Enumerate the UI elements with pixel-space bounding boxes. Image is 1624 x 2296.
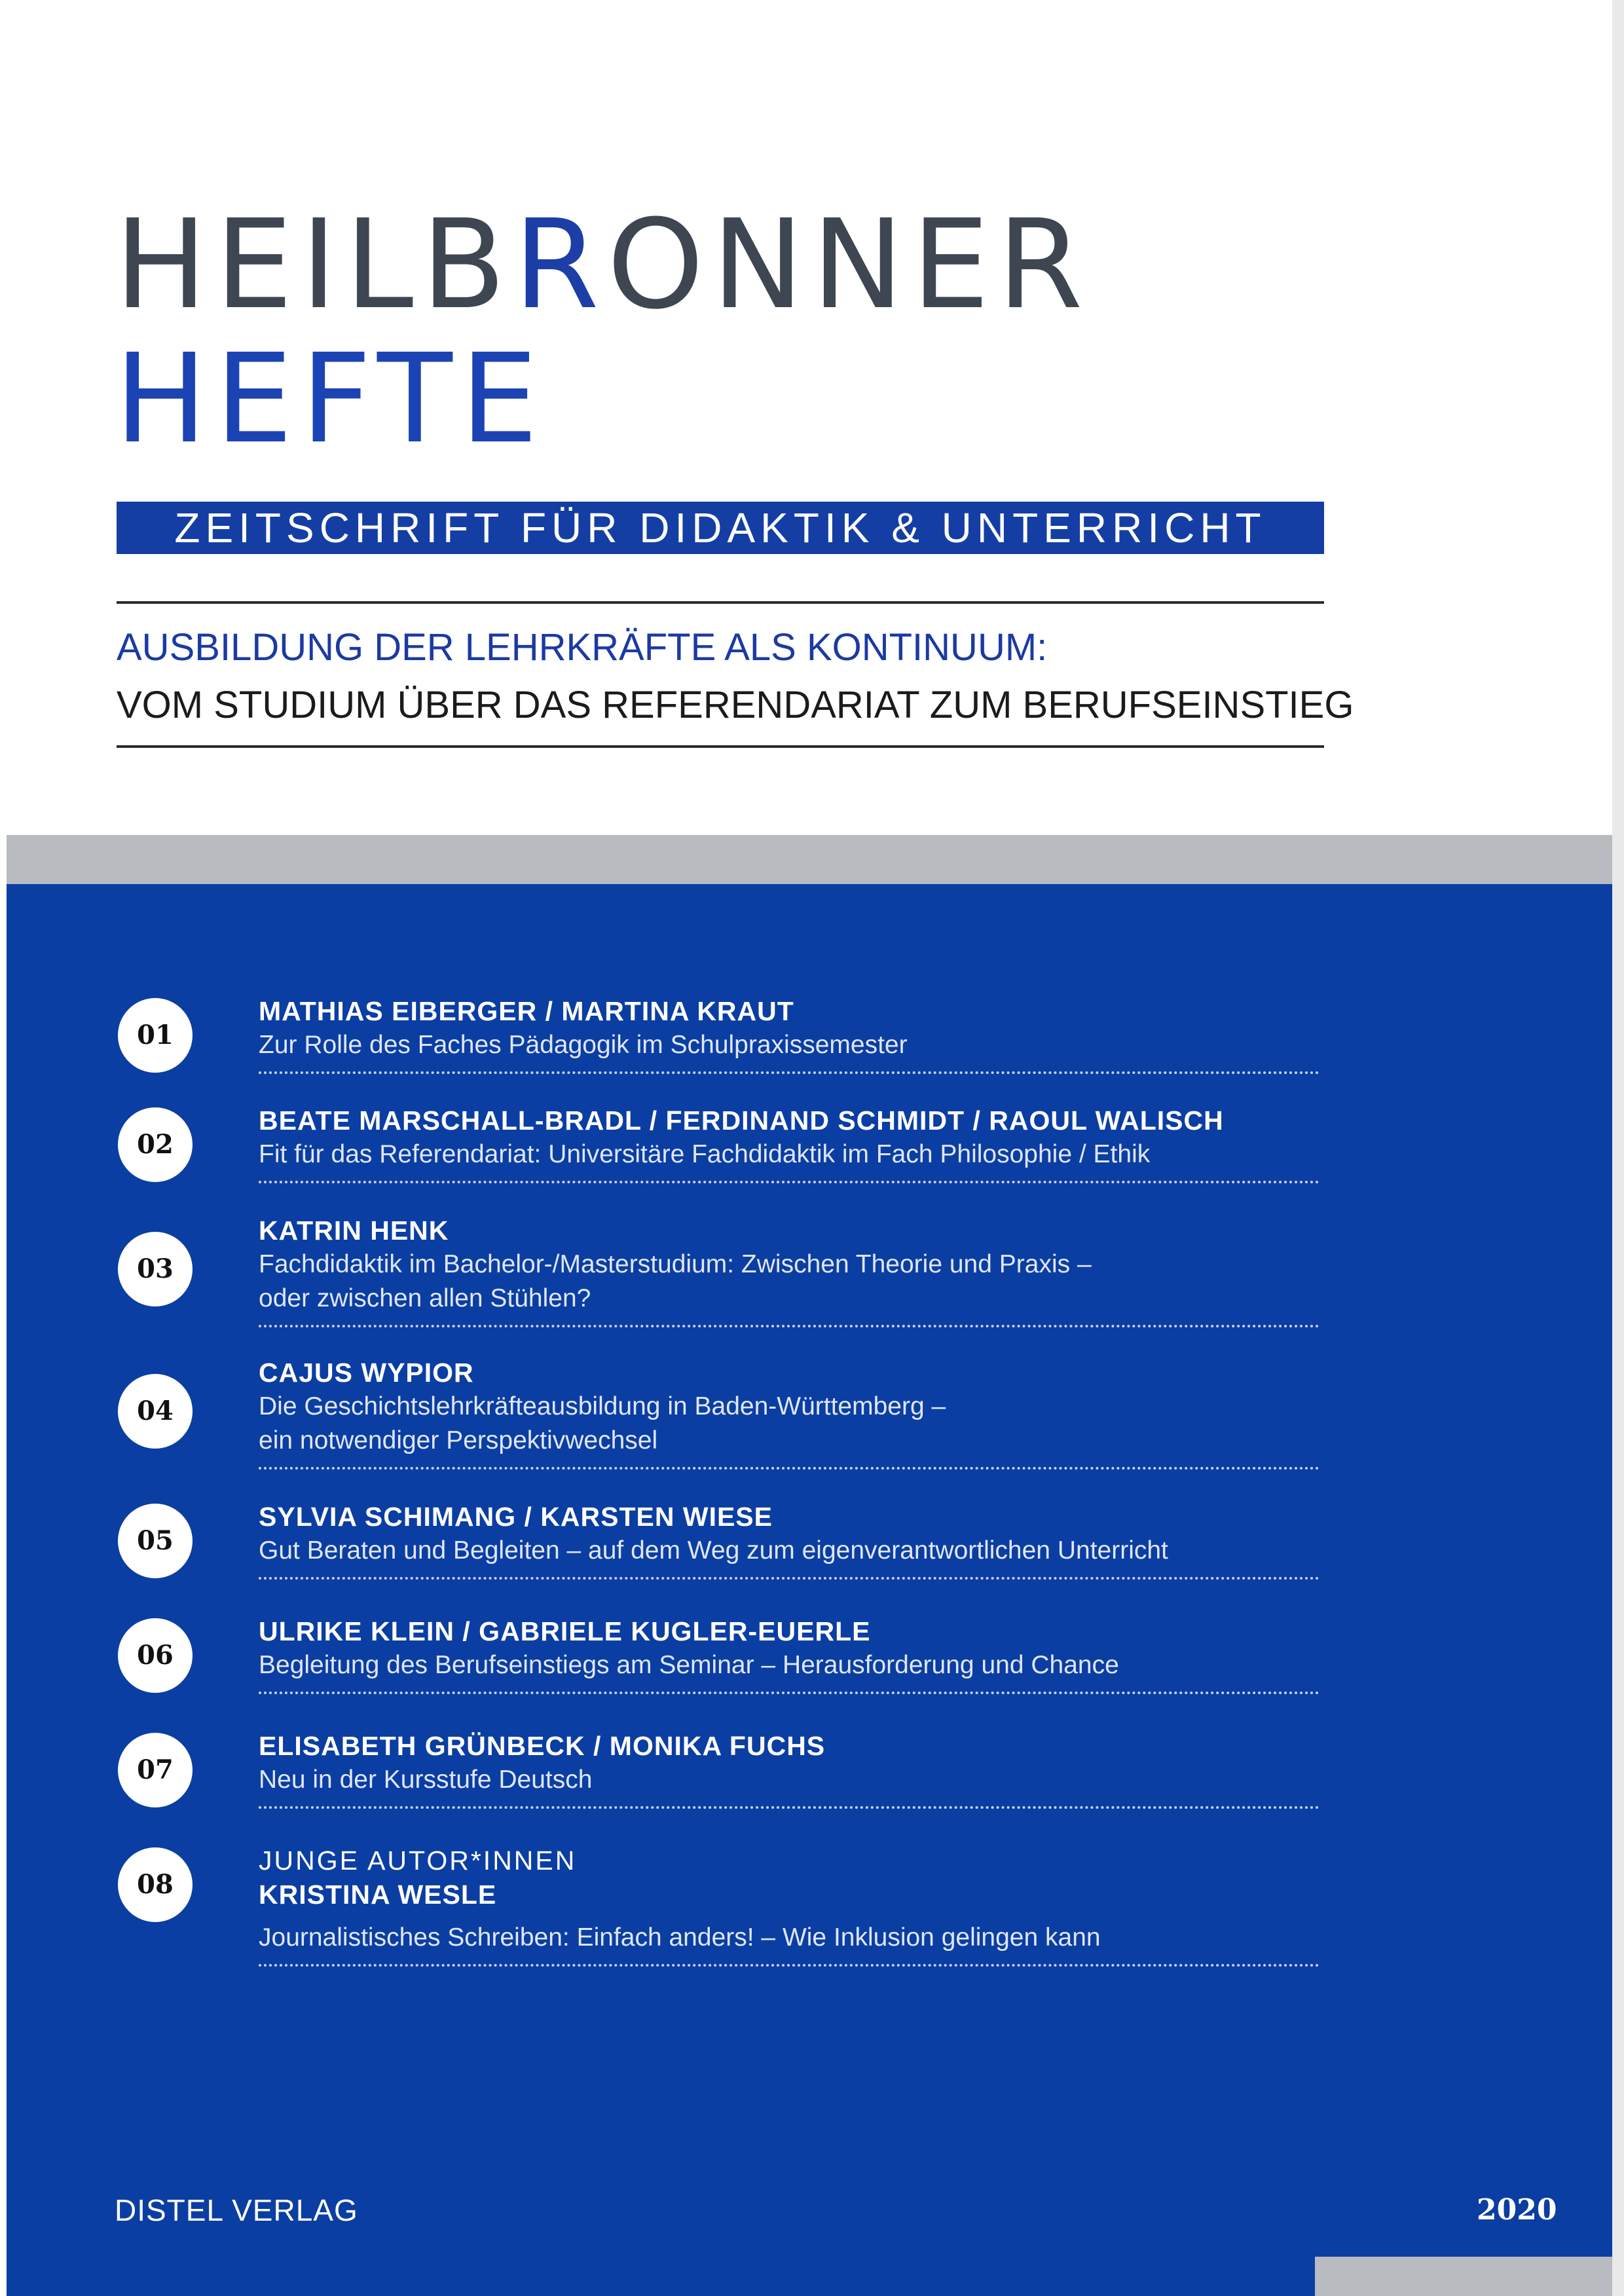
entry-number-badge: 07 [118,1733,193,1807]
entry-number-badge: 01 [118,998,193,1073]
contents-panel [7,884,1612,2296]
entry-text [259,1843,1320,1967]
entry-authors: SYLVIA SCHIMANG / KARSTEN WIESE [259,1502,773,1532]
entry-number-badge: 02 [118,1107,193,1182]
entry-authors: BEATE MARSCHALL-BRADL / FERDINAND SCHMIDT / RAOUL WALISCH [259,1105,1224,1136]
issue-title-line-1: AUSBILDUNG DER LEHRKRÄFTE ALS KONTINUUM: [117,626,1048,669]
entry-number-badge: 03 [118,1232,193,1306]
journal-title-line-2: HEFTE [115,327,546,471]
entry-authors: CAJUS WYPIOR [259,1358,474,1388]
entry-article-title: Die Geschichtslehrkräfteausbildung in Baden-Württemberg – ein notwendiger Perspektivwechsel [259,1392,946,1454]
entry-text [259,1614,1320,1694]
entry-text [259,994,1320,1074]
dotted-separator [259,1577,1320,1580]
divider-bottom [117,745,1324,748]
journal-title-line-1 [115,193,1091,337]
title-part-2: R [513,193,607,337]
issue-title-line-2: VOM STUDIUM ÜBER DAS REFERENDARIAT ZUM BERUFSEINSTIEG [117,684,1354,726]
entry-article-title: Zur Rolle des Faches Pädagogik im Schulpraxissemester [259,1031,908,1059]
entry-text [259,1103,1320,1183]
page-edge [1612,0,1624,2296]
entry-article-title: Fachdidaktik im Bachelor-/Masterstudium: Zwischen Theorie und Praxis – oder zwischen allen Stühlen? [259,1250,1092,1312]
dotted-separator [259,1071,1320,1074]
publisher-name: DISTEL VERLAG [115,2193,358,2227]
gray-corner-strip [1315,2257,1612,2296]
entry-article-title: Fit für das Referendariat: Universitäre Fachdidaktik im Fach Philosophie / Ethik [259,1140,1151,1168]
entry-text [259,1500,1320,1580]
entry-article-title: Neu in der Kursstufe Deutsch [259,1766,593,1794]
dotted-separator [259,1806,1320,1809]
entry-number-badge: 04 [118,1374,193,1449]
entry-authors: MATHIAS EIBERGER / MARTINA KRAUT [259,996,794,1026]
dotted-separator [259,1181,1320,1183]
entry-authors: KRISTINA WESLE [259,1879,497,1910]
entry-authors: ELISABETH GRÜNBECK / MONIKA FUCHS [259,1731,826,1761]
divider-top [117,601,1324,604]
title-part-1: HEILB [115,193,514,337]
journal-subtitle: ZEITSCHRIFT FÜR DIDAKTIK & UNTERRICHT [117,502,1324,554]
entry-authors: ULRIKE KLEIN / GABRIELE KUGLER-EUERLE [259,1616,871,1646]
entry-text [259,1213,1320,1327]
dotted-separator [259,1325,1320,1327]
entry-section-label: JUNGE AUTOR*INNEN [259,1845,577,1876]
dotted-separator [259,1467,1320,1470]
publication-year: 2020 [1477,2193,1557,2227]
entry-authors: KATRIN HENK [259,1215,449,1246]
entry-article-title: Gut Beraten und Begleiten – auf dem Weg zum eigenverantwortlichen Unterricht [259,1536,1168,1565]
entry-number-badge: 06 [118,1618,193,1693]
entry-text [259,1729,1320,1809]
dotted-separator [259,1964,1320,1967]
dotted-separator [259,1692,1320,1694]
entry-article-title: Begleitung des Berufseinstiegs am Seminar – Herausforderung und Chance [259,1651,1119,1679]
gray-band [7,835,1612,884]
entry-number-badge: 05 [118,1504,193,1578]
entry-number-badge: 08 [118,1847,193,1922]
entry-article-title: Journalistisches Schreiben: Einfach anders! – Wie Inklusion gelingen kann [259,1923,1101,1952]
entry-text [259,1356,1320,1470]
title-part-3: ONNER [606,193,1091,337]
